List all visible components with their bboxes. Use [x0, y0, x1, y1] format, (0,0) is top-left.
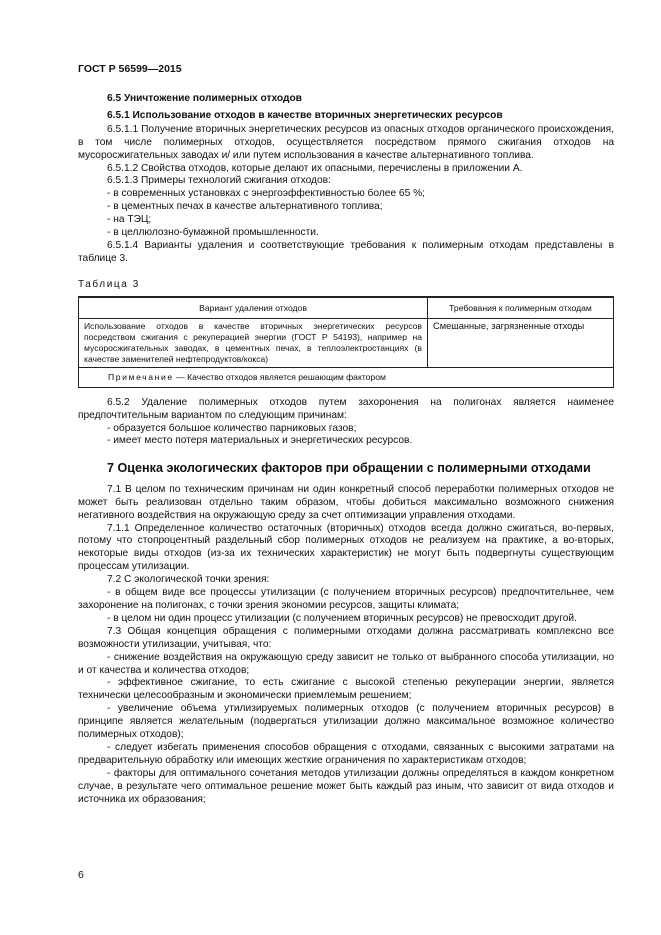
paragraph-7-1: 7.1 В целом по техническим причинам ни один конкретный способ переработки полимерных отходов не может быть реализован отдельно таким образом, чтобы добиться максимально возможного снижения негативного воздействия на окружающую среду за счет оптимизации управления отходами. — [78, 483, 614, 521]
list-item: - эффективное сжигание, то есть сжигание с высокой степенью рекуперации энергии, является технически целесообразным и экономически приемлемым решением; — [78, 677, 614, 702]
table-cell: Использование отходов в качестве вторичных энергетических ресурсов посредством сжигания с рекуперацией энергии (ГОСТ Р 54193), например на мусоросжигательных заводах, в цементных печах, в теплоэлектростанциях (в качестве заменителей нефтепродуктов/кокса) — [79, 318, 428, 367]
list-item: - в общем виде все процессы утилизации (с получением вторичных ресурсов) предпочтительнее, чем захоронение на полигонах, с точки зрения экономии ресурсов, защиты климата; — [78, 587, 614, 611]
section-6-5-1-title: 6.5.1 Использование отходов в качестве вторичных энергетических ресурсов — [107, 109, 503, 121]
page-number: 6 — [78, 869, 84, 881]
section-6-5-title: 6.5 Уничтожение полимерных отходов — [107, 93, 302, 104]
paragraph-7-2: 7.2 С экологической точки зрения: — [107, 574, 270, 586]
paragraph-7-1-1: 7.1.1 Определенное количество остаточных (вторичных) отходов всегда должно сжигаться, во-первых, потому что стопроцентный раздельный сбор полимерных отходов не реализуем на практике, а во-вторых, некоторые виды отходов (из-за их технических характеристик) не могут быть подвергнуты существующим процессам утилизации. — [78, 522, 614, 573]
list-item: - факторы для оптимального сочетания методов утилизации должны определяться в каждом конкретном случае, в результате чего оптимальное решение может быть каждый раз иным, что зависит от вида отходов и источника их образования; — [78, 767, 614, 805]
paragraph-6-5-2: 6.5.2 Удаление полимерных отходов путем захоронения на полигонах является наименее предпочтительным вариантом по следующим причинам: — [78, 396, 614, 421]
list-item: - увеличение объема утилизируемых полимерных отходов (с получением вторичных ресурсов) в принципе является желательным (подвергаться утилизации должно максимальное возможное количество полимерных отходов); — [78, 703, 614, 741]
list-item: - в целом ни один процесс утилизации (с получением вторичных ресурсов) не превосходит другой. — [107, 612, 577, 624]
table-row — [79, 318, 614, 367]
list-item: - в современных установках с энергоэффективностью более 65 %; — [107, 188, 425, 200]
paragraph-7-3: 7.3 Общая концепция обращения с полимерными отходами должна рассматривать комплексно все возможности утилизации, учитывая, что: — [78, 625, 614, 650]
note-text: — Качество отходов является решающим фактором — [173, 371, 386, 382]
list-item: - образуется большое количество парниковых газов; — [107, 422, 357, 434]
document-body — [78, 93, 614, 806]
table-3 — [78, 296, 614, 388]
paragraph-6-5-1-1: 6.5.1.1 Получение вторичных энергетических ресурсов из опасных отходов органического происхождения, в том числе полимерных отходов, осуществляется посредством прямого сжигания отходов на мусоросжигательных заводах и/ или путем использования в качестве альтернативного топлива. — [78, 123, 614, 161]
note-label: Примечание — [108, 371, 174, 382]
table-caption: Таблица 3 — [78, 278, 140, 290]
list-item: - снижение воздействия на окружающую среду зависит не только от выбранного способа утилизации, но и от качества и количества отходов; — [78, 651, 614, 676]
paragraph-6-5-1-2: 6.5.1.2 Свойства отходов, которые делают их опасными, перечислены в приложении А. — [107, 162, 523, 174]
list-item: - в цементных печах в качестве альтернативного топлива; — [107, 201, 383, 213]
section-7-title: 7 Оценка экологических факторов при обращении с полимерными отходами — [107, 461, 591, 476]
list-item: - на ТЭЦ; — [107, 214, 152, 226]
table-header-cell: Требования к полимерным отходам — [428, 297, 614, 319]
table-note-row — [79, 367, 614, 387]
table-header-cell: Вариант удаления отходов — [79, 297, 428, 319]
paragraph-6-5-1-3: 6.5.1.3 Примеры технологий сжигания отходов: — [107, 175, 331, 187]
table-cell: Смешанные, загрязненные отходы — [428, 318, 614, 367]
paragraph-6-5-1-4: 6.5.1.4 Варианты удаления и соответствующие требования к полимерным отходам представлены в таблице 3. — [78, 239, 614, 264]
list-item: - имеет место потеря материальных и энергетических ресурсов. — [107, 435, 413, 447]
list-item: - в целлюлозно-бумажной промышленности. — [107, 227, 319, 239]
table-header-row — [79, 297, 614, 319]
document-header: ГОСТ Р 56599—2015 — [78, 63, 182, 75]
list-item: - следует избегать применения способов обращения с отходами, связанных с высокими затратами на предварительную обработку или имеющих жесткие ограничения по характеристикам отходов; — [78, 741, 614, 766]
table-note — [79, 367, 614, 387]
